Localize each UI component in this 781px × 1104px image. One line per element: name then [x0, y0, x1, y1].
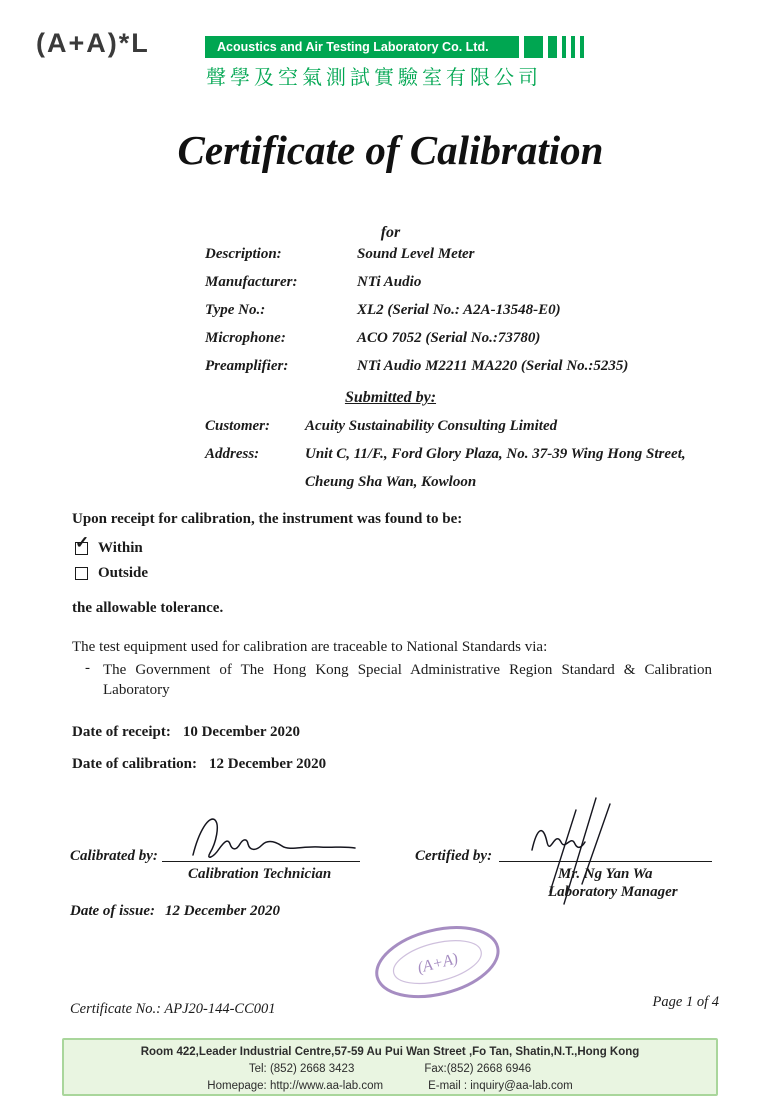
decoration-bar — [500, 36, 519, 58]
address-label: Address: — [205, 446, 260, 462]
traceability-intro: The test equipment used for calibration are traceable to National Standards via: — [72, 639, 548, 655]
within-checkbox — [75, 533, 90, 555]
detail-label: Description: — [205, 246, 282, 262]
list-dash: - — [85, 660, 90, 676]
detail-label: Type No.: — [205, 302, 266, 318]
customer-value: Acuity Sustainability Consulting Limited — [305, 418, 558, 434]
footer-contact-bar — [62, 1038, 718, 1096]
page-number: Page 1 of 4 — [652, 994, 719, 1010]
document-title: Certificate of Calibration — [177, 127, 604, 173]
certified-by-label: Certified by: — [415, 848, 493, 864]
date-issue-value: 12 December 2020 — [165, 903, 280, 919]
company-logo: (A+A)*L — [36, 28, 150, 58]
date-of-calibration — [72, 756, 326, 773]
decoration-bar — [524, 36, 543, 58]
detail-row-microphone — [205, 330, 745, 347]
detail-row-type-no — [205, 302, 745, 319]
date-issue-label: Date of issue: — [70, 903, 155, 919]
address-value-line1: Unit C, 11/F., Ford Glory Plaza, No. 37-39 Wing Hong Street, — [305, 446, 686, 462]
address-value-line2: Cheung Sha Wan, Kowloon — [305, 474, 477, 490]
detail-value: NTi Audio — [357, 274, 422, 290]
check-mark-icon: ✓ — [75, 533, 90, 552]
date-calibration-value: 12 December 2020 — [208, 756, 327, 772]
footer-email: E-mail : inquiry@aa-lab.com — [428, 1080, 573, 1092]
decoration-bar — [580, 36, 584, 58]
tolerance-statement: the allowable tolerance. — [72, 600, 224, 616]
date-of-issue — [70, 903, 280, 920]
certified-by-title: Laboratory Manager — [548, 884, 678, 900]
footer-tel: Tel: (852) 2668 3423 — [248, 1063, 355, 1075]
customer-row — [205, 418, 745, 435]
decoration-bar — [571, 36, 575, 58]
footer-homepage: Homepage: http://www.aa-lab.com — [207, 1080, 384, 1092]
calibrated-by-title: Calibration Technician — [188, 866, 332, 882]
detail-value: XL2 (Serial No.: A2A-13548-E0) — [357, 302, 561, 318]
outside-checkbox — [75, 567, 88, 580]
detail-row-preamplifier — [205, 358, 745, 375]
customer-label: Customer: — [205, 418, 271, 434]
detail-label: Manufacturer: — [205, 274, 298, 290]
stamp-text: (A+A) — [415, 950, 460, 977]
receipt-statement: Upon receipt for calibration, the instrument was found to be: — [72, 511, 463, 527]
detail-value: Sound Level Meter — [357, 246, 475, 262]
option-within — [75, 533, 143, 557]
detail-value: NTi Audio M2211 MA220 (Serial No.:5235) — [357, 358, 629, 374]
certificate-number: Certificate No.: APJ20-144-CC001 — [70, 1001, 276, 1017]
company-name-chinese: 聲學及空氣測試實驗室有限公司 — [206, 67, 542, 89]
detail-row-description — [205, 246, 745, 263]
company-name-banner: Acoustics and Air Testing Laboratory Co. Ltd. — [205, 36, 501, 58]
certified-by-name: Mr. Ng Yan Wa — [558, 866, 653, 882]
footer-web-line — [64, 1078, 716, 1095]
banner-decoration-bars — [500, 36, 584, 58]
decoration-bar — [548, 36, 557, 58]
outside-label: Outside — [98, 565, 149, 581]
traceability-item — [85, 660, 712, 700]
footer-phone-line — [64, 1061, 716, 1078]
footer-fax: Fax:(852) 2668 6946 — [424, 1063, 532, 1075]
date-of-receipt — [72, 724, 300, 741]
detail-row-manufacturer — [205, 274, 745, 291]
date-calibration-label: Date of calibration: — [72, 756, 197, 772]
traceability-text: The Government of The Hong Kong Special Administrative Region Standard & Calibration Laboratory — [103, 662, 712, 698]
for-label: for — [380, 224, 401, 241]
address-row — [205, 446, 745, 463]
decoration-bar — [562, 36, 566, 58]
calibration-technician-signature — [185, 811, 365, 863]
date-receipt-value: 10 December 2020 — [182, 724, 301, 740]
detail-label: Microphone: — [205, 330, 286, 346]
option-outside — [75, 565, 148, 582]
detail-value: ACO 7052 (Serial No.:73780) — [357, 330, 541, 346]
detail-label: Preamplifier: — [205, 358, 289, 374]
submitted-by-heading: Submitted by: — [344, 389, 437, 406]
calibrated-by-label: Calibrated by: — [70, 848, 158, 864]
date-receipt-label: Date of receipt: — [72, 724, 171, 740]
within-label: Within — [98, 540, 143, 556]
footer-address: Room 422,Leader Industrial Centre,57-59 Au Pui Wan Street ,Fo Tan, Shatin,N.T.,Hong Kong — [140, 1046, 640, 1058]
company-stamp — [348, 894, 529, 1035]
